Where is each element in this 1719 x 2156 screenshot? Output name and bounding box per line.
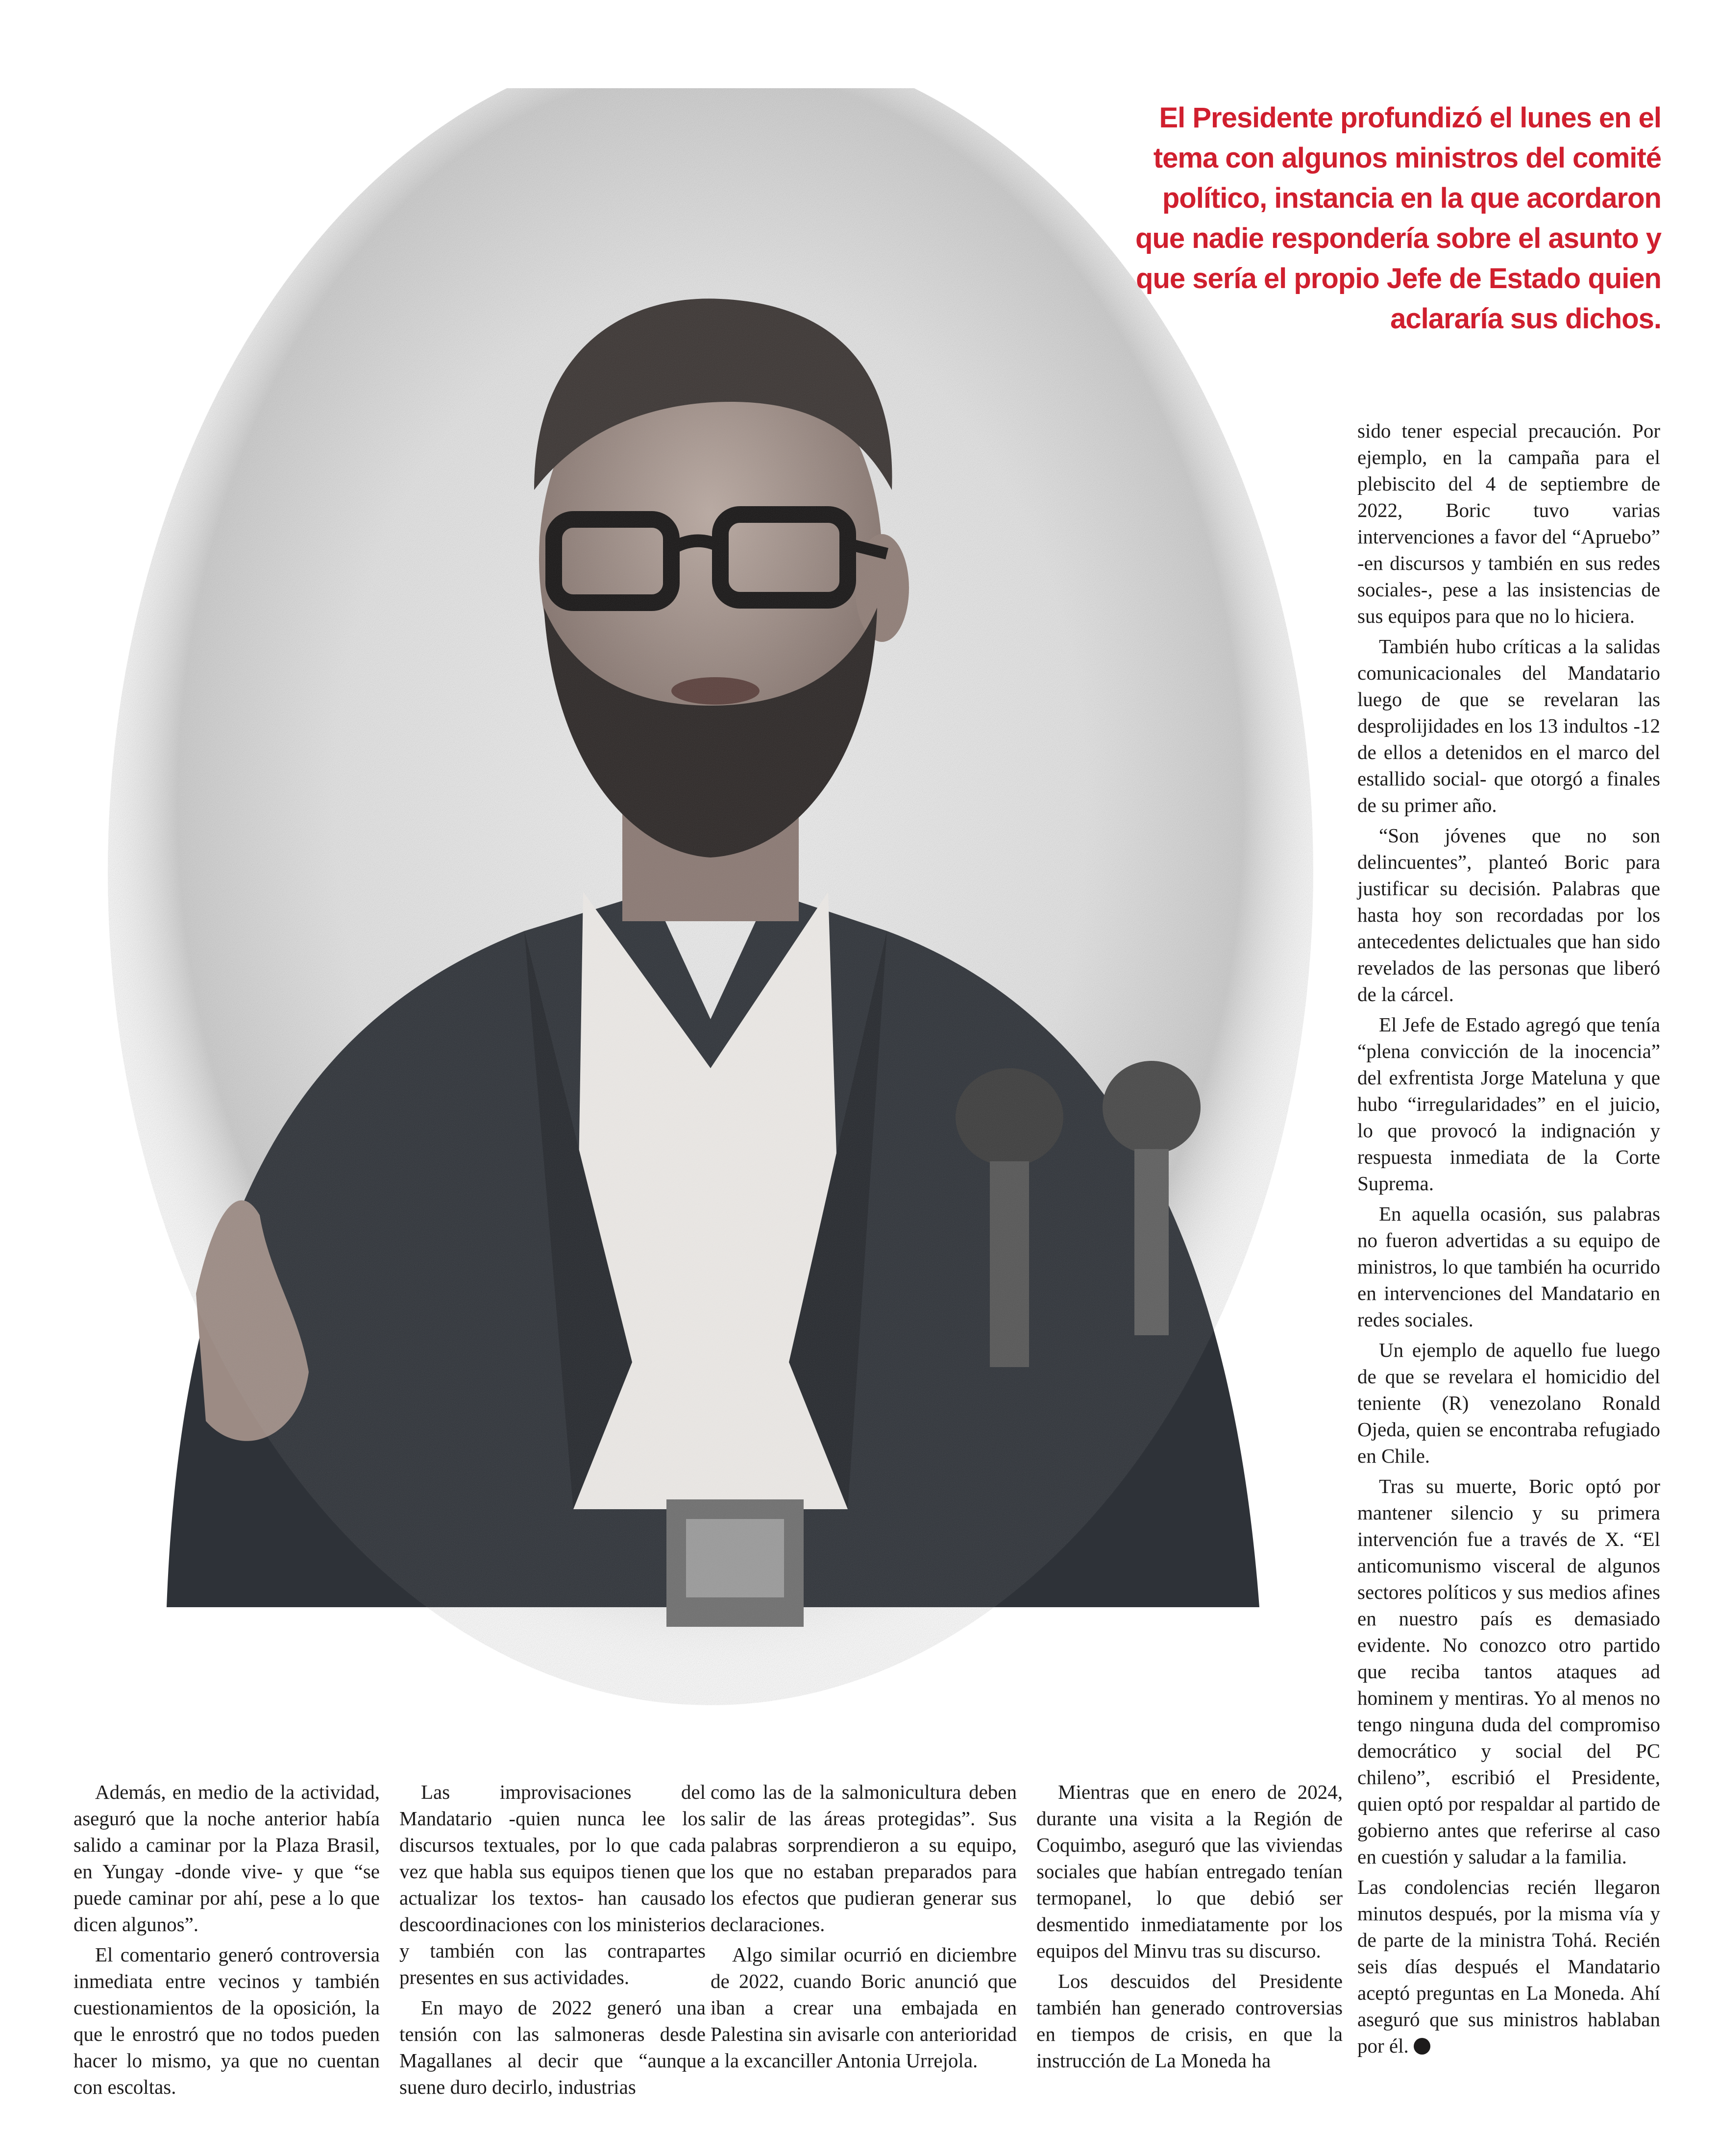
paragraph: Además, en medio de la actividad, aseguró que la noche anterior había salido a caminar por la Plaza Brasil, en Yungay -donde vive- y que “se puede caminar por ahí, pese a lo que dicen algunos”. (74, 1781, 380, 1936)
paragraph: Los descuidos del Presidente también han generado controversias en tiempos de crisis, en que la instrucción de La Moneda ha (1036, 1970, 1343, 2072)
president-photo (93, 88, 1328, 1784)
paragraph: Algo similar ocurrió en diciembre de 2022, cuando Boric anunció que iban a crear una embajada en Palestina sin avisarle con anterioridad a la excanciller Antonia Urrejola. (711, 1943, 1017, 2072)
paragraph: Las improvisaciones del Mandatario -quien nunca lee los discursos textuales, por lo que cada vez que habla sus equipos tienen que actualizar los textos- han causado descoordinaciones con los ministerios y también con las contrapartes presentes en sus actividades. (399, 1781, 706, 1988)
paragraph: El Jefe de Estado agregó que tenía “plena convicción de la inocencia” del exfrentista Jorge Mateluna y que hubo “irregularidades” en el juicio, lo que provocó la indignación y respuesta inmediata de la Corte Suprema. (1357, 1013, 1660, 1195)
paragraph: Mientras que en enero de 2024, durante una visita a la Región de Coquimbo, aseguró que las viviendas sociales que habían entregado tenían termopanel, lo que debió ser desmentido inmediatamente por los equipos del Minvu tras su discurso. (1036, 1781, 1343, 1962)
paragraph-text: Las condolencias recién llegaron minutos después, por la misma vía y de parte de la ministra Tohá. Recién seis días después el Mandatario aceptó preguntas en La Moneda. Ahí aseguró que sus ministros hablaban por él. (1357, 1876, 1660, 2057)
bottom-column-1 (74, 1779, 380, 2104)
pull-quote: El Presidente profundizó el lunes en el tema con algunos ministros del comité político, instancia en la que acordaron que nadie respondería sobre el asunto y que sería el propio Jefe de Estado quien aclararía sus dichos. (1135, 102, 1661, 335)
paragraph: El comentario generó controversia inmediata entre vecinos y también cuestionamientos de la oposición, la que le enrostró que no todos pueden hacer lo mismo, ya que no cuentan con escoltas. (74, 1943, 380, 2098)
right-column (1357, 417, 1660, 2063)
paragraph: En aquella ocasión, sus palabras no fueron advertidas a su equipo de ministros, lo que también ha ocurrido en intervenciones del Mandatario en redes sociales. (1357, 1202, 1660, 1331)
bottom-column-3 (711, 1779, 1017, 2078)
paragraph: Tras su muerte, Boric optó por mantener silencio y su primera intervención fue a través de X. “El anticomunismo visceral de algunos sectores políticos y sus medios afines en nuestro país es demasiado evidente. No conozco otro partido que reciba tantos ataques ad hominem y mentiras. Yo al menos no tengo ninguna duda del compromiso democrático y social del PC chileno”, escribió el Presidente, quien optó por respaldar al partido de gobierno antes que referirse al caso en cuestión y saludar a la familia. (1357, 1475, 1660, 1868)
paragraph: como las de la salmonicultura deben salir de las áreas protegidas”. Sus palabras sorprendieron a su equipo, los que no estaban preparados para los efectos que pudieran generar sus declaraciones. (711, 1781, 1017, 1936)
paragraph: sido tener especial precaución. Por ejemplo, en la campaña para el plebiscito del 4 de septiembre de 2022, Boric tuvo varias intervenciones a favor del “Apruebo” -en discursos y también en sus redes sociales-, pese a las insistencias de sus equipos para que no lo hiciera. (1357, 419, 1660, 627)
paragraph: Un ejemplo de aquello fue luego de que se revelara el homicidio del teniente (R) venezolano Ronald Ojeda, quien se encontraba refugiado en Chile. (1357, 1339, 1660, 1467)
end-of-article-icon (1414, 2038, 1430, 2055)
paragraph: También hubo críticas a la salidas comunicacionales del Mandatario luego de que se revelaran las desprolijidades en los 13 indultos -12 de ellos a detenidos en el marco del estallido social- que otorgó a finales de su primer año. (1357, 635, 1660, 816)
bottom-column-2 (399, 1779, 706, 2104)
paragraph: “Son jóvenes que no son delincuentes”, planteó Boric para justificar su decisión. Palabras que hasta hoy son recordadas por los antecedentes delictuales que han sido revelados de las personas que liberó de la cárcel. (1357, 824, 1660, 1005)
bottom-column-4 (1036, 1779, 1343, 2078)
paragraph: En mayo de 2022 generó una tensión con las salmoneras desde Magallanes al decir que “aunque suene duro decirlo, industrias (399, 1996, 706, 2098)
final-paragraph (1357, 1874, 1660, 2059)
